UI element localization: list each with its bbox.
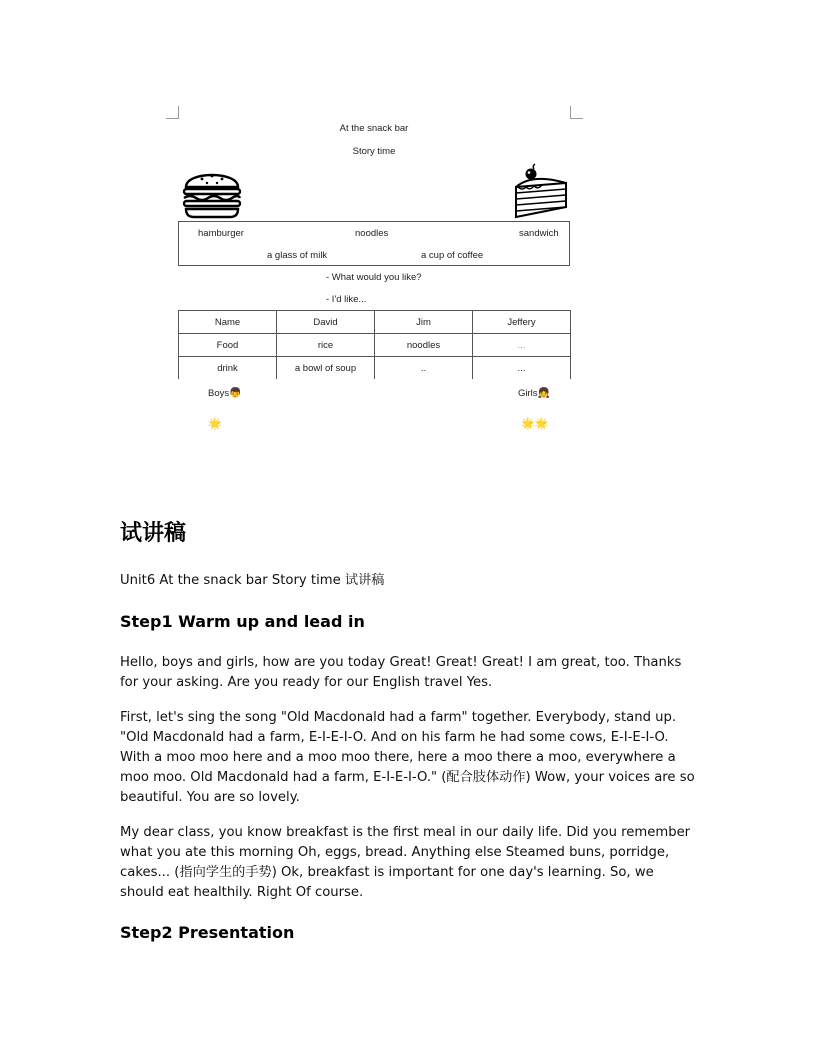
paragraph: My dear class, you know breakfast is the first meal in our daily life. Did you remember what you ate this morning Oh, eggs, bread. Anything else Steamed buns, porridge, cakes... (指向学生的手势) Ok, breakfast is important for one day's learning. So, we should eat healthily. Right Of course. [120, 825, 691, 900]
step1-heading: Step1 Warm up and lead in [120, 612, 365, 631]
table-cell: noodles [375, 334, 473, 357]
hamburger-image [180, 165, 244, 221]
table-cell: Name [179, 311, 277, 334]
table-cell: a bowl of soup [277, 357, 375, 380]
worksheet-subtitle: Story time [352, 146, 396, 157]
paragraph: Hello, boys and girls, how are you today Great! Great! Great! I am great, too. Thanks for your asking. Are you ready for our English travel Yes. [120, 655, 682, 690]
table-cell: rice [277, 334, 375, 357]
girls-team-label [518, 388, 550, 399]
boys-team-label [208, 388, 242, 399]
dialogue-question: - What would you like? [326, 272, 422, 283]
food-drink-table [178, 310, 571, 379]
girl-emoji-icon: 👧 [537, 388, 550, 399]
girls-label: Girls [518, 388, 538, 399]
table-cell: ... [473, 357, 571, 380]
menu-item: hamburger [198, 228, 244, 239]
cake-image [512, 163, 570, 221]
menu-item: sandwich [519, 228, 559, 239]
document-intro: Unit6 At the snack bar Story time 试讲稿 [120, 573, 385, 588]
document-heading: 试讲稿 [120, 521, 187, 546]
table-cell: Jeffery [473, 311, 571, 334]
menu-item: noodles [355, 228, 389, 239]
boys-label: Boys [208, 388, 230, 399]
table-cell: David [277, 311, 375, 334]
step2-heading: Step2 Presentation [120, 923, 295, 942]
table-cell: Food [179, 334, 277, 357]
worksheet-title: At the snack bar [339, 123, 409, 134]
menu-item: a glass of milk [267, 250, 328, 261]
paragraph: First, let's sing the song "Old Macdonald had a farm" together. Everybody, stand up. "Old Macdonald had a farm, E-I-E-I-O. And on his farm he had some cows, E-I-E-I-O. With a moo moo here and a moo moo there, here a moo there a moo, everywhere a moo moo. Old Macdonald had a farm, E-I-E-I-O." (配合肢体动作) Wow, your voices are so beautiful. You are so lovely. [120, 710, 695, 805]
table-header-row [179, 311, 571, 334]
table-cell: Jim [375, 311, 473, 334]
crop-mark-top-left [166, 106, 179, 119]
table-row [179, 357, 571, 380]
table-row [179, 334, 571, 357]
girls-star-icon: 🌟🌟 [521, 418, 549, 430]
menu-words-box [178, 221, 570, 266]
table-cell: drink [179, 357, 277, 380]
crop-mark-top-right [570, 106, 583, 119]
table-cell: ... [473, 334, 571, 357]
boy-emoji-icon: 👦 [229, 388, 242, 399]
dialogue-answer: - I'd like... [326, 294, 367, 305]
table-cell: .. [375, 357, 473, 380]
menu-item: a cup of coffee [421, 250, 484, 261]
boys-star-icon: 🌟 [208, 418, 222, 430]
